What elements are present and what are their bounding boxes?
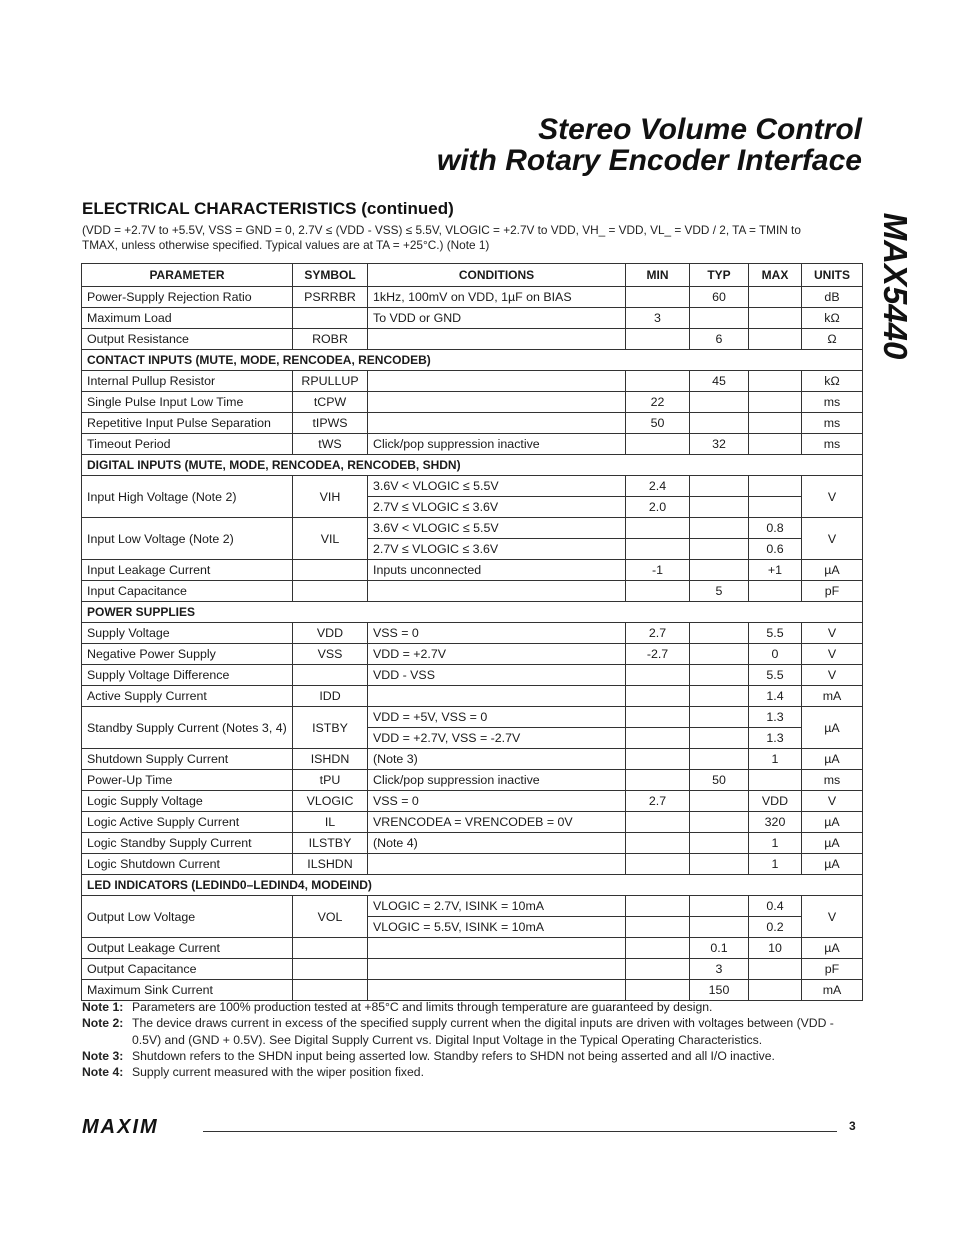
- parameter-cell: Input Low Voltage (Note 2): [82, 518, 293, 560]
- conditions-cell: VSS = 0: [368, 623, 626, 644]
- table-row: [82, 476, 863, 497]
- section-row: [82, 875, 863, 896]
- max-cell: 1: [749, 854, 802, 875]
- min-cell: [626, 371, 690, 392]
- table-body: [82, 287, 863, 1001]
- typ-cell: [690, 392, 749, 413]
- units-cell: mA: [802, 686, 863, 707]
- parameter-cell: Repetitive Input Pulse Separation: [82, 413, 293, 434]
- table-row: [82, 581, 863, 602]
- conditions-cell: [368, 581, 626, 602]
- min-cell: [626, 434, 690, 455]
- typ-cell: [690, 497, 749, 518]
- conditions-cell: VLOGIC = 2.7V, ISINK = 10mA: [368, 896, 626, 917]
- units-cell: µA: [802, 938, 863, 959]
- test-conditions: [82, 223, 864, 253]
- table-row: [82, 833, 863, 854]
- units-cell: V: [802, 623, 863, 644]
- symbol-cell: [293, 308, 368, 329]
- header-max: MAX: [749, 264, 802, 287]
- min-cell: [626, 833, 690, 854]
- max-cell: 0.6: [749, 539, 802, 560]
- max-cell: [749, 959, 802, 980]
- units-cell: ms: [802, 434, 863, 455]
- min-cell: [626, 959, 690, 980]
- min-cell: [626, 938, 690, 959]
- symbol-cell: tPU: [293, 770, 368, 791]
- symbol-cell: VIL: [293, 518, 368, 560]
- table-row: [82, 959, 863, 980]
- min-cell: [626, 980, 690, 1001]
- max-cell: [749, 413, 802, 434]
- table-row: [82, 812, 863, 833]
- max-cell: 5.5: [749, 623, 802, 644]
- table-row: [82, 518, 863, 539]
- table-row: [82, 665, 863, 686]
- typ-cell: 45: [690, 371, 749, 392]
- max-cell: 1.3: [749, 707, 802, 728]
- parameter-cell: Supply Voltage Difference: [82, 665, 293, 686]
- note-label: Note 1:: [82, 1000, 124, 1014]
- min-cell: [626, 287, 690, 308]
- symbol-cell: IL: [293, 812, 368, 833]
- units-cell: ms: [802, 392, 863, 413]
- typ-cell: [690, 749, 749, 770]
- note-label: Note 2:: [82, 1016, 124, 1031]
- typ-cell: [690, 644, 749, 665]
- units-cell: V: [802, 665, 863, 686]
- units-cell: V: [802, 518, 863, 560]
- footer-divider: [203, 1131, 837, 1132]
- units-cell: mA: [802, 980, 863, 1001]
- table-row: [82, 707, 863, 728]
- conditions-cell: (Note 3): [368, 749, 626, 770]
- min-cell: 3: [626, 308, 690, 329]
- min-cell: 22: [626, 392, 690, 413]
- typ-cell: [690, 728, 749, 749]
- symbol-cell: PSRRBR: [293, 287, 368, 308]
- note-4: [82, 1064, 864, 1080]
- min-cell: [626, 686, 690, 707]
- typ-cell: [690, 812, 749, 833]
- symbol-cell: RPULLUP: [293, 371, 368, 392]
- conditions-cell: [368, 329, 626, 350]
- table-row: [82, 854, 863, 875]
- notes-block: [82, 999, 864, 1080]
- max-cell: [749, 476, 802, 497]
- symbol-cell: tCPW: [293, 392, 368, 413]
- conditions-cell: 3.6V < VLOGIC ≤ 5.5V: [368, 518, 626, 539]
- max-cell: 1.3: [749, 728, 802, 749]
- min-cell: 50: [626, 413, 690, 434]
- max-cell: 0.2: [749, 917, 802, 938]
- conditions-cell: VLOGIC = 5.5V, ISINK = 10mA: [368, 917, 626, 938]
- min-cell: [626, 707, 690, 728]
- min-cell: [626, 749, 690, 770]
- units-cell: µA: [802, 833, 863, 854]
- units-cell: µA: [802, 812, 863, 833]
- conditions-cell: 1kHz, 100mV on VDD, 1µF on BIAS: [368, 287, 626, 308]
- symbol-cell: tWS: [293, 434, 368, 455]
- max-cell: [749, 371, 802, 392]
- table-row: [82, 287, 863, 308]
- parameter-cell: Logic Active Supply Current: [82, 812, 293, 833]
- max-cell: 10: [749, 938, 802, 959]
- symbol-cell: ISTBY: [293, 707, 368, 749]
- units-cell: pF: [802, 581, 863, 602]
- symbol-cell: [293, 980, 368, 1001]
- parameter-cell: Output Leakage Current: [82, 938, 293, 959]
- symbol-cell: [293, 665, 368, 686]
- note-1: [82, 999, 864, 1015]
- symbol-cell: tIPWS: [293, 413, 368, 434]
- max-cell: VDD: [749, 791, 802, 812]
- max-cell: 320: [749, 812, 802, 833]
- title-line-2: with Rotary Encoder Interface: [436, 144, 862, 177]
- min-cell: 2.7: [626, 623, 690, 644]
- parameter-cell: Logic Standby Supply Current: [82, 833, 293, 854]
- symbol-cell: VLOGIC: [293, 791, 368, 812]
- min-cell: [626, 518, 690, 539]
- conditions-cell: Inputs unconnected: [368, 560, 626, 581]
- min-cell: [626, 728, 690, 749]
- parameter-cell: Input High Voltage (Note 2): [82, 476, 293, 518]
- typ-cell: [690, 665, 749, 686]
- note-text: Supply current measured with the wiper position fixed.: [132, 1065, 424, 1080]
- section-row: [82, 602, 863, 623]
- units-cell: µA: [802, 707, 863, 749]
- typ-cell: [690, 476, 749, 497]
- conditions-cell: [368, 938, 626, 959]
- max-cell: [749, 581, 802, 602]
- max-cell: [749, 308, 802, 329]
- symbol-cell: [293, 581, 368, 602]
- note-label: Note 3:: [82, 1048, 124, 1063]
- part-number-label: MAX5440: [877, 212, 914, 360]
- parameter-cell: Maximum Sink Current: [82, 980, 293, 1001]
- symbol-cell: [293, 560, 368, 581]
- units-cell: ms: [802, 413, 863, 434]
- conditions-cell: VDD = +5V, VSS = 0: [368, 707, 626, 728]
- max-cell: [749, 770, 802, 791]
- table-row: [82, 371, 863, 392]
- parameter-cell: Output Low Voltage: [82, 896, 293, 938]
- table-row: [82, 980, 863, 1001]
- symbol-cell: VIH: [293, 476, 368, 518]
- conditions-line-2: TMAX, unless otherwise specified. Typical values are at TA = +25°C.) (Note 1): [82, 238, 490, 252]
- units-cell: V: [802, 791, 863, 812]
- maxim-logo: MAXIM: [82, 1116, 159, 1138]
- parameter-cell: Supply Voltage: [82, 623, 293, 644]
- units-cell: pF: [802, 959, 863, 980]
- min-cell: [626, 329, 690, 350]
- max-cell: [749, 329, 802, 350]
- max-cell: 1.4: [749, 686, 802, 707]
- units-cell: V: [802, 644, 863, 665]
- conditions-cell: VDD - VSS: [368, 665, 626, 686]
- min-cell: [626, 770, 690, 791]
- typ-cell: 5: [690, 581, 749, 602]
- max-cell: 5.5: [749, 665, 802, 686]
- max-cell: 0.4: [749, 896, 802, 917]
- typ-cell: 50: [690, 770, 749, 791]
- table-row: [82, 791, 863, 812]
- symbol-cell: ROBR: [293, 329, 368, 350]
- conditions-cell: [368, 959, 626, 980]
- section-title: ELECTRICAL CHARACTERISTICS (continued): [82, 199, 454, 218]
- units-cell: µA: [802, 854, 863, 875]
- conditions-line-1: (VDD = +2.7V to +5.5V, VSS = GND = 0, 2.7V ≤ (VDD - VSS) ≤ 5.5V, VLOGIC = +2.7V to VDD, VH_ = VDD, VL_ = VDD / 2, TA = TMIN to: [82, 223, 801, 237]
- symbol-cell: ISHDN: [293, 749, 368, 770]
- symbol-cell: VDD: [293, 623, 368, 644]
- min-cell: 2.7: [626, 791, 690, 812]
- typ-cell: [690, 560, 749, 581]
- conditions-cell: VDD = +2.7V: [368, 644, 626, 665]
- units-cell: kΩ: [802, 371, 863, 392]
- min-cell: [626, 539, 690, 560]
- conditions-cell: To VDD or GND: [368, 308, 626, 329]
- typ-cell: [690, 917, 749, 938]
- section-heading: LED INDICATORS (LEDIND0–LEDIND4, MODEIND): [82, 875, 863, 896]
- parameter-cell: Maximum Load: [82, 308, 293, 329]
- header-units: UNITS: [802, 264, 863, 287]
- typ-cell: [690, 833, 749, 854]
- max-cell: [749, 392, 802, 413]
- electrical-characteristics-table: [81, 263, 863, 1001]
- table-row: [82, 770, 863, 791]
- min-cell: -1: [626, 560, 690, 581]
- symbol-cell: ILSHDN: [293, 854, 368, 875]
- header-min: MIN: [626, 264, 690, 287]
- parameter-cell: Output Resistance: [82, 329, 293, 350]
- section-heading: CONTACT INPUTS (MUTE, MODE, RENCODEA, RENCODEB): [82, 350, 863, 371]
- parameter-cell: Logic Shutdown Current: [82, 854, 293, 875]
- page-number: 3: [849, 1119, 856, 1133]
- typ-cell: 6: [690, 329, 749, 350]
- table-row: [82, 329, 863, 350]
- max-cell: [749, 287, 802, 308]
- parameter-cell: Timeout Period: [82, 434, 293, 455]
- min-cell: [626, 581, 690, 602]
- header-symbol: SYMBOL: [293, 264, 368, 287]
- symbol-cell: [293, 959, 368, 980]
- section-row: [82, 455, 863, 476]
- typ-cell: [690, 686, 749, 707]
- min-cell: [626, 896, 690, 917]
- max-cell: [749, 497, 802, 518]
- units-cell: kΩ: [802, 308, 863, 329]
- typ-cell: 0.1: [690, 938, 749, 959]
- typ-cell: [690, 308, 749, 329]
- max-cell: 1: [749, 749, 802, 770]
- units-cell: dB: [802, 287, 863, 308]
- min-cell: 2.4: [626, 476, 690, 497]
- units-cell: µA: [802, 560, 863, 581]
- symbol-cell: [293, 938, 368, 959]
- conditions-cell: 2.7V ≤ VLOGIC ≤ 3.6V: [368, 497, 626, 518]
- min-cell: [626, 812, 690, 833]
- table-row: [82, 434, 863, 455]
- table-row: [82, 896, 863, 917]
- min-cell: 2.0: [626, 497, 690, 518]
- parameter-cell: Single Pulse Input Low Time: [82, 392, 293, 413]
- units-cell: V: [802, 896, 863, 938]
- parameter-cell: Negative Power Supply: [82, 644, 293, 665]
- typ-cell: [690, 791, 749, 812]
- typ-cell: 150: [690, 980, 749, 1001]
- typ-cell: 3: [690, 959, 749, 980]
- symbol-cell: VOL: [293, 896, 368, 938]
- typ-cell: [690, 854, 749, 875]
- typ-cell: [690, 896, 749, 917]
- table-row: [82, 938, 863, 959]
- table-row: [82, 623, 863, 644]
- units-cell: ms: [802, 770, 863, 791]
- units-cell: µA: [802, 749, 863, 770]
- max-cell: [749, 980, 802, 1001]
- parameter-cell: Input Capacitance: [82, 581, 293, 602]
- max-cell: 0: [749, 644, 802, 665]
- typ-cell: [690, 623, 749, 644]
- symbol-cell: VSS: [293, 644, 368, 665]
- conditions-cell: Click/pop suppression inactive: [368, 434, 626, 455]
- section-heading: DIGITAL INPUTS (MUTE, MODE, RENCODEA, RENCODEB, SHDN): [82, 455, 863, 476]
- conditions-cell: [368, 980, 626, 1001]
- parameter-cell: Power-Up Time: [82, 770, 293, 791]
- header-parameter: PARAMETER: [82, 264, 293, 287]
- note-text: Parameters are 100% production tested at +85°C and limits through temperature are guaranteed by design.: [132, 1000, 713, 1014]
- section-heading: POWER SUPPLIES: [82, 602, 863, 623]
- conditions-cell: VRENCODEA = VRENCODEB = 0V: [368, 812, 626, 833]
- conditions-cell: VDD = +2.7V, VSS = -2.7V: [368, 728, 626, 749]
- typ-cell: 32: [690, 434, 749, 455]
- note-text: The device draws current in excess of the specified supply current when the digital inputs are driven with voltages between (VDD - 0.5V) and (GND + 0.5V). See Digital Supply Current vs. Digital Input Voltage in the Typical Operating Characteristics.: [132, 1016, 834, 1047]
- table-row: [82, 644, 863, 665]
- conditions-cell: VSS = 0: [368, 791, 626, 812]
- table-row: [82, 686, 863, 707]
- side-part-number: [870, 206, 920, 366]
- conditions-cell: [368, 392, 626, 413]
- note-label: Note 4:: [82, 1065, 124, 1080]
- typ-cell: [690, 413, 749, 434]
- document-title: [262, 114, 862, 176]
- note-2: [82, 1015, 864, 1048]
- conditions-cell: [368, 854, 626, 875]
- conditions-cell: (Note 4): [368, 833, 626, 854]
- table-row: [82, 560, 863, 581]
- conditions-cell: [368, 371, 626, 392]
- conditions-cell: [368, 686, 626, 707]
- note-3: [82, 1048, 864, 1064]
- table-header-row: [82, 264, 863, 287]
- min-cell: [626, 917, 690, 938]
- conditions-cell: Click/pop suppression inactive: [368, 770, 626, 791]
- max-cell: 0.8: [749, 518, 802, 539]
- table-row: [82, 392, 863, 413]
- parameter-cell: Active Supply Current: [82, 686, 293, 707]
- typ-cell: [690, 518, 749, 539]
- conditions-cell: 2.7V ≤ VLOGIC ≤ 3.6V: [368, 539, 626, 560]
- header-conditions: CONDITIONS: [368, 264, 626, 287]
- max-cell: +1: [749, 560, 802, 581]
- typ-cell: [690, 539, 749, 560]
- max-cell: [749, 434, 802, 455]
- min-cell: [626, 854, 690, 875]
- title-line-1: Stereo Volume Control: [538, 113, 862, 146]
- units-cell: V: [802, 476, 863, 518]
- parameter-cell: Logic Supply Voltage: [82, 791, 293, 812]
- parameter-cell: Standby Supply Current (Notes 3, 4): [82, 707, 293, 749]
- symbol-cell: ILSTBY: [293, 833, 368, 854]
- units-cell: Ω: [802, 329, 863, 350]
- parameter-cell: Output Capacitance: [82, 959, 293, 980]
- parameter-cell: Input Leakage Current: [82, 560, 293, 581]
- min-cell: -2.7: [626, 644, 690, 665]
- conditions-cell: [368, 413, 626, 434]
- min-cell: [626, 665, 690, 686]
- typ-cell: 60: [690, 287, 749, 308]
- table-row: [82, 413, 863, 434]
- parameter-cell: Power-Supply Rejection Ratio: [82, 287, 293, 308]
- conditions-cell: 3.6V < VLOGIC ≤ 5.5V: [368, 476, 626, 497]
- parameter-cell: Internal Pullup Resistor: [82, 371, 293, 392]
- typ-cell: [690, 707, 749, 728]
- note-text: Shutdown refers to the SHDN input being asserted low. Standby refers to SHDN not being asserted and all I/O inactive.: [132, 1048, 775, 1063]
- section-row: [82, 350, 863, 371]
- max-cell: 1: [749, 833, 802, 854]
- table-row: [82, 308, 863, 329]
- table-row: [82, 749, 863, 770]
- symbol-cell: IDD: [293, 686, 368, 707]
- header-typ: TYP: [690, 264, 749, 287]
- parameter-cell: Shutdown Supply Current: [82, 749, 293, 770]
